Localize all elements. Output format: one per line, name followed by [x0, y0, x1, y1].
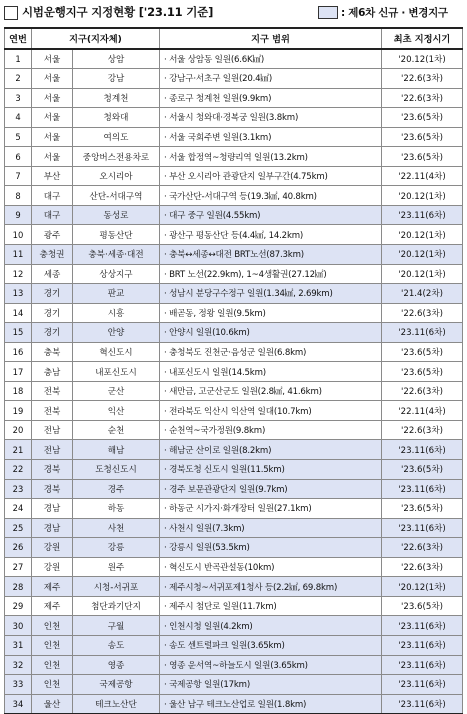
row-district: 중앙버스전용차로: [73, 147, 160, 167]
row-area: · 충청북도 진천군·음성군 일원(6.8km): [160, 342, 382, 362]
table-row: [5, 479, 463, 499]
row-number: 29: [5, 596, 32, 616]
row-number: 19: [5, 401, 32, 421]
row-region: 부산: [32, 166, 73, 186]
row-number: 4: [5, 108, 32, 128]
row-number: 27: [5, 557, 32, 577]
row-number: 13: [5, 284, 32, 304]
row-area: · 종로구 청계천 일원(9.9km): [160, 88, 382, 108]
table-row: [5, 186, 463, 206]
row-number: 10: [5, 225, 32, 245]
table-row: [5, 147, 463, 167]
row-region: 대구: [32, 205, 73, 225]
row-number: 32: [5, 655, 32, 675]
row-region: 전남: [32, 420, 73, 440]
row-date: '23.11(6차): [382, 205, 463, 225]
row-region: 대구: [32, 186, 73, 206]
table-row: [5, 342, 463, 362]
row-district: 영종: [73, 655, 160, 675]
row-district: 청와대: [73, 108, 160, 128]
row-area: · 인천시청 일원(4.2km): [160, 616, 382, 636]
table-row: [5, 596, 463, 616]
table-row: [5, 264, 463, 284]
table-row: [5, 557, 463, 577]
row-area: · 부산 오시리아 관광단지 일부구간(4.75km): [160, 166, 382, 186]
row-region: 경기: [32, 284, 73, 304]
page-header: [0, 0, 467, 26]
legend-swatch: [318, 6, 338, 19]
row-number: 6: [5, 147, 32, 167]
table-row: [5, 616, 463, 636]
row-number: 8: [5, 186, 32, 206]
title-text: 시범운행지구 지정현황: [22, 5, 135, 19]
row-area: · 영종 운서역~하늘도시 일원(3.65km): [160, 655, 382, 675]
row-area: · 울산 남구 테크노산업로 일원(1.8km): [160, 694, 382, 714]
row-date: '23.11(6차): [382, 694, 463, 714]
row-date: '22.6(3차): [382, 381, 463, 401]
table-row: [5, 538, 463, 558]
table-row: [5, 49, 463, 69]
row-date: '23.11(6차): [382, 635, 463, 655]
table-row: [5, 69, 463, 89]
table-row: [5, 88, 463, 108]
table-row: [5, 303, 463, 323]
row-district: 동성로: [73, 205, 160, 225]
row-district: 상상지구: [73, 264, 160, 284]
row-region: 서울: [32, 108, 73, 128]
row-date: '22.6(3차): [382, 557, 463, 577]
row-district: 안양: [73, 323, 160, 343]
row-date: '23.11(6차): [382, 518, 463, 538]
row-region: 전북: [32, 381, 73, 401]
row-date: '20.12(1차): [382, 577, 463, 597]
row-district: 시흥: [73, 303, 160, 323]
row-region: 경남: [32, 518, 73, 538]
row-region: 울산: [32, 694, 73, 714]
row-number: 31: [5, 635, 32, 655]
table-row: [5, 420, 463, 440]
row-region: 경북: [32, 479, 73, 499]
row-region: 광주: [32, 225, 73, 245]
row-district: 여의도: [73, 127, 160, 147]
row-date: '23.11(6차): [382, 440, 463, 460]
title-square-icon: [4, 6, 18, 20]
row-number: 20: [5, 420, 32, 440]
row-area: · 강릉시 일원(53.5km): [160, 538, 382, 558]
table-body: [5, 49, 463, 714]
row-district: 산단-서대구역: [73, 186, 160, 206]
row-region: 전북: [32, 401, 73, 421]
row-area: · 제주시 첨단로 일원(11.7km): [160, 596, 382, 616]
row-number: 12: [5, 264, 32, 284]
row-region: 제주: [32, 596, 73, 616]
row-number: 2: [5, 69, 32, 89]
row-region: 강원: [32, 538, 73, 558]
table-row: [5, 499, 463, 519]
row-district: 강릉: [73, 538, 160, 558]
col-header-district: 지구(지자체): [32, 28, 160, 49]
row-date: '20.12(1차): [382, 225, 463, 245]
row-date: '23.6(5차): [382, 499, 463, 519]
row-region: 서울: [32, 69, 73, 89]
row-district: 국제공항: [73, 675, 160, 695]
row-date: '23.11(6차): [382, 323, 463, 343]
row-region: 충청권: [32, 245, 73, 265]
row-number: 16: [5, 342, 32, 362]
row-district: 상암: [73, 49, 160, 69]
row-region: 전남: [32, 440, 73, 460]
row-district: 충북·세종·대전: [73, 245, 160, 265]
row-date: '23.11(6차): [382, 479, 463, 499]
row-number: 9: [5, 205, 32, 225]
row-date: '21.4(2차): [382, 284, 463, 304]
row-number: 1: [5, 49, 32, 69]
row-area: · 배곧동, 정왕 일원(9.5km): [160, 303, 382, 323]
row-region: 서울: [32, 147, 73, 167]
row-district: 평동산단: [73, 225, 160, 245]
table-row: [5, 166, 463, 186]
row-number: 17: [5, 362, 32, 382]
table-row: [5, 205, 463, 225]
table-row: [5, 245, 463, 265]
row-date: '20.12(1차): [382, 49, 463, 69]
row-number: 14: [5, 303, 32, 323]
row-area: · 대구 중구 일원(4.55km): [160, 205, 382, 225]
row-region: 충남: [32, 362, 73, 382]
row-number: 18: [5, 381, 32, 401]
row-date: '22.6(3차): [382, 303, 463, 323]
row-number: 24: [5, 499, 32, 519]
row-date: '23.6(5차): [382, 596, 463, 616]
table-row: [5, 577, 463, 597]
col-header-number: 연번: [5, 28, 32, 49]
row-region: 충북: [32, 342, 73, 362]
row-area: · 경북도청 신도시 일원(11.5km): [160, 460, 382, 480]
row-number: 26: [5, 538, 32, 558]
row-area: · 국제공항 일원(17km): [160, 675, 382, 695]
row-area: · 국가산단-서대구역 등(19.3㎢, 40.8km): [160, 186, 382, 206]
row-number: 21: [5, 440, 32, 460]
table-row: [5, 323, 463, 343]
row-area: · 서울 국회주변 일원(3.1km): [160, 127, 382, 147]
row-number: 30: [5, 616, 32, 636]
row-date: '23.11(6차): [382, 675, 463, 695]
row-area: · 충북↔세종↔대전 BRT노선(87.3km): [160, 245, 382, 265]
row-area: · 해남군 산이로 일원(8.2km): [160, 440, 382, 460]
row-area: · 서울시 청와대·경복궁 일원(3.8km): [160, 108, 382, 128]
row-area: · 서울 합정역~청량리역 일원(13.2km): [160, 147, 382, 167]
legend-label: : 제6차 신규 · 변경지구: [341, 7, 448, 19]
row-date: '20.12(1차): [382, 264, 463, 284]
table-row: [5, 401, 463, 421]
row-area: · 제주시청~서귀포제1청사 등(2.2㎢, 69.8km): [160, 577, 382, 597]
row-date: '22.11(4차): [382, 401, 463, 421]
row-region: 경기: [32, 303, 73, 323]
table-row: [5, 284, 463, 304]
row-region: 제주: [32, 577, 73, 597]
row-date: '22.6(3차): [382, 420, 463, 440]
row-number: 23: [5, 479, 32, 499]
row-number: 5: [5, 127, 32, 147]
row-area: · 강남구·서초구 일원(20.4㎢): [160, 69, 382, 89]
row-district: 익산: [73, 401, 160, 421]
row-district: 사천: [73, 518, 160, 538]
row-district: 하동: [73, 499, 160, 519]
row-area: · 혁신도시 반곡관설동(10km): [160, 557, 382, 577]
row-number: 25: [5, 518, 32, 538]
row-number: 33: [5, 675, 32, 695]
row-district: 송도: [73, 635, 160, 655]
row-date: '22.6(3차): [382, 88, 463, 108]
row-number: 34: [5, 694, 32, 714]
col-header-date: 최초 지정시기: [382, 28, 463, 49]
table-row: [5, 108, 463, 128]
row-district: 경주: [73, 479, 160, 499]
row-area: · 송도 센트럴파크 일원(3.65km): [160, 635, 382, 655]
row-area: · 전라북도 익산시 익산역 일대(10.7km): [160, 401, 382, 421]
row-area: · 순천역~국가정원(9.8km): [160, 420, 382, 440]
row-region: 인천: [32, 655, 73, 675]
row-date: '22.6(3차): [382, 69, 463, 89]
page-title: [22, 4, 213, 20]
row-area: · 광산구 평동산단 등(4.4㎢, 14.2km): [160, 225, 382, 245]
row-date: '23.6(5차): [382, 108, 463, 128]
row-date: '20.12(1차): [382, 245, 463, 265]
table-row: [5, 362, 463, 382]
col-header-area: 지구 범위: [160, 28, 382, 49]
designation-table: [4, 27, 463, 714]
row-district: 시청-서귀포: [73, 577, 160, 597]
row-area: · 성남시 분당구수정구 일원(1.34㎢, 2.69km): [160, 284, 382, 304]
row-region: 세종: [32, 264, 73, 284]
row-region: 인천: [32, 675, 73, 695]
table-row: [5, 635, 463, 655]
row-number: 11: [5, 245, 32, 265]
row-district: 혁신도시: [73, 342, 160, 362]
row-area: · 경주 보문관광단지 일원(9.7km): [160, 479, 382, 499]
table-row: [5, 675, 463, 695]
row-area: · 새만금, 고군산군도 일원(2.8㎢, 41.6km): [160, 381, 382, 401]
row-district: 도청신도시: [73, 460, 160, 480]
row-district: 구월: [73, 616, 160, 636]
row-region: 서울: [32, 49, 73, 69]
table-row: [5, 518, 463, 538]
table-row: [5, 127, 463, 147]
row-number: 22: [5, 460, 32, 480]
row-district: 오시리아: [73, 166, 160, 186]
row-date: '23.11(6차): [382, 616, 463, 636]
row-district: 순천: [73, 420, 160, 440]
row-number: 15: [5, 323, 32, 343]
row-region: 서울: [32, 127, 73, 147]
row-district: 원주: [73, 557, 160, 577]
row-date: '23.6(5차): [382, 460, 463, 480]
table-row: [5, 225, 463, 245]
row-region: 인천: [32, 635, 73, 655]
row-region: 강원: [32, 557, 73, 577]
row-number: 3: [5, 88, 32, 108]
row-date: '23.6(5차): [382, 127, 463, 147]
row-date: '22.11(4차): [382, 166, 463, 186]
table-row: [5, 381, 463, 401]
row-district: 첨단과기단지: [73, 596, 160, 616]
row-area: · 사천시 일원(7.3km): [160, 518, 382, 538]
row-district: 군산: [73, 381, 160, 401]
table-row: [5, 694, 463, 714]
row-region: 서울: [32, 88, 73, 108]
title-subtitle: ['23.11 기준]: [138, 5, 214, 19]
row-date: '23.6(5차): [382, 362, 463, 382]
row-district: 판교: [73, 284, 160, 304]
row-region: 인천: [32, 616, 73, 636]
row-area: · BRT 노선(22.9km), 1~4생활권(27.12㎢): [160, 264, 382, 284]
row-district: 청계천: [73, 88, 160, 108]
row-region: 경북: [32, 460, 73, 480]
row-area: · 안양시 일원(10.6km): [160, 323, 382, 343]
row-district: 강남: [73, 69, 160, 89]
row-area: · 내포신도시 일원(14.5km): [160, 362, 382, 382]
table-row: [5, 440, 463, 460]
row-number: 7: [5, 166, 32, 186]
table-row: [5, 460, 463, 480]
row-district: 내포신도시: [73, 362, 160, 382]
row-date: '23.6(5차): [382, 342, 463, 362]
row-date: '23.6(5차): [382, 147, 463, 167]
row-date: '20.12(1차): [382, 186, 463, 206]
row-region: 경남: [32, 499, 73, 519]
row-area: · 서울 상암동 일원(6.6K㎢): [160, 49, 382, 69]
row-district: 해남: [73, 440, 160, 460]
row-date: '23.11(6차): [382, 655, 463, 675]
row-number: 28: [5, 577, 32, 597]
row-district: 테크노산단: [73, 694, 160, 714]
row-date: '22.6(3차): [382, 538, 463, 558]
row-region: 경기: [32, 323, 73, 343]
row-area: · 하동군 시가지·화개장터 일원(27.1km): [160, 499, 382, 519]
table-header-row: [5, 28, 463, 49]
